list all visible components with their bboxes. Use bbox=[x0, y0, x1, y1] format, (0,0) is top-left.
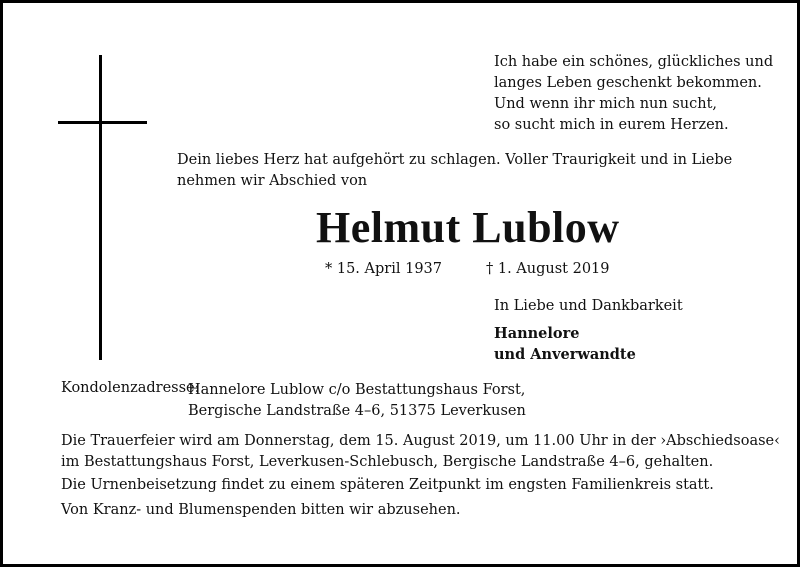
birth-date: * 15. April 1937 bbox=[325, 261, 442, 277]
poem-line: Ich habe ein schönes, glückliches und bbox=[494, 54, 774, 70]
urn-burial-info: Die Urnenbeisetzung findet zu einem späteren Zeitpunkt im engsten Familienkreis statt. bbox=[61, 477, 714, 493]
cross-icon bbox=[99, 55, 102, 360]
funeral-info: Die Trauerfeier wird am Donnerstag, dem 15. August 2019, um 11.00 Uhr in der ›Abschiedsoase‹ im Bestattungshaus Forst, Leverkusen-Schlebusch, Bergische Landstraße 4–6, gehalten. bbox=[61, 433, 780, 470]
cross-icon-bar bbox=[58, 121, 147, 124]
signature-name: Hannelore bbox=[494, 325, 580, 342]
signature-intro: In Liebe und Dankbarkeit bbox=[494, 298, 683, 314]
address-line: Hannelore Lublow c/o Bestattungshaus Forst, bbox=[188, 382, 526, 398]
death-date: † 1. August 2019 bbox=[486, 261, 610, 277]
signature-names bbox=[494, 323, 636, 365]
condolence-label: Kondolenzadresse: bbox=[61, 380, 200, 396]
condolence-address bbox=[188, 380, 526, 422]
poem bbox=[494, 52, 773, 136]
flowers-note: Von Kranz- und Blumenspenden bitten wir abzusehen. bbox=[61, 502, 461, 518]
poem-line: Und wenn ihr mich nun sucht, bbox=[494, 96, 718, 112]
address-line: Bergische Landstraße 4–6, 51375 Leverkusen bbox=[188, 403, 526, 419]
poem-line: so sucht mich in eurem Herzen. bbox=[494, 117, 729, 133]
signature-name: und Anverwandte bbox=[494, 346, 636, 363]
deceased-name: Helmut Lublow bbox=[316, 203, 620, 252]
poem-line: langes Leben geschenkt bekommen. bbox=[494, 75, 762, 91]
intro-text: Dein liebes Herz hat aufgehört zu schlagen. Voller Traurigkeit und in Liebe nehmen wir Abschied von bbox=[177, 152, 733, 189]
